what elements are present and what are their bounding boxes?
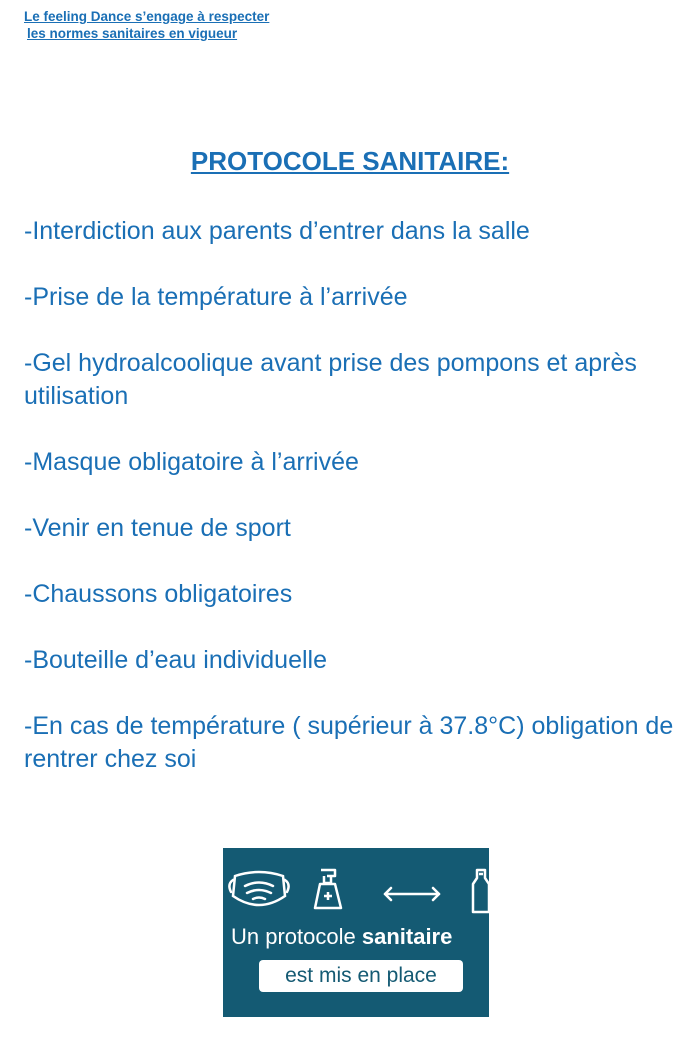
rules-list <box>24 215 684 809</box>
rule-item: -Chaussons obligatoires <box>24 580 293 608</box>
rule-item: -Masque obligatoire à l’arrivée <box>24 448 359 476</box>
bottle-icon <box>473 870 489 912</box>
rule-item: -Gel hydroalcoolique avant prise des pompons et après utilisation <box>24 349 637 410</box>
banner-headline-regular: Un protocole <box>231 924 362 949</box>
header-note-line-1: Le feeling Dance s’engage à respecter <box>24 9 270 24</box>
banner-pill: est mis en place <box>259 960 463 992</box>
banner-headline-bold: sanitaire <box>361 924 453 949</box>
rule-item: -Bouteille d’eau individuelle <box>24 646 327 674</box>
mask-icon <box>229 872 288 905</box>
rule-item: -En cas de température ( supérieur à 37.8°C) obligation de rentrer chez soi <box>24 712 674 773</box>
header-note-line-2: les normes sanitaires en vigueur <box>27 26 238 41</box>
rule-item: -Interdiction aux parents d’entrer dans la salle <box>24 217 530 245</box>
distance-arrow-icon <box>385 888 439 900</box>
page-title: PROTOCOLE SANITAIRE: <box>190 146 510 176</box>
rule-item: -Prise de la température à l’arrivée <box>24 283 408 311</box>
spray-bottle-icon <box>315 870 341 908</box>
rule-item: -Venir en tenue de sport <box>24 514 291 542</box>
header-note <box>24 8 269 42</box>
protocol-banner <box>223 848 489 1017</box>
banner-icons <box>223 866 489 916</box>
banner-headline <box>231 924 452 950</box>
